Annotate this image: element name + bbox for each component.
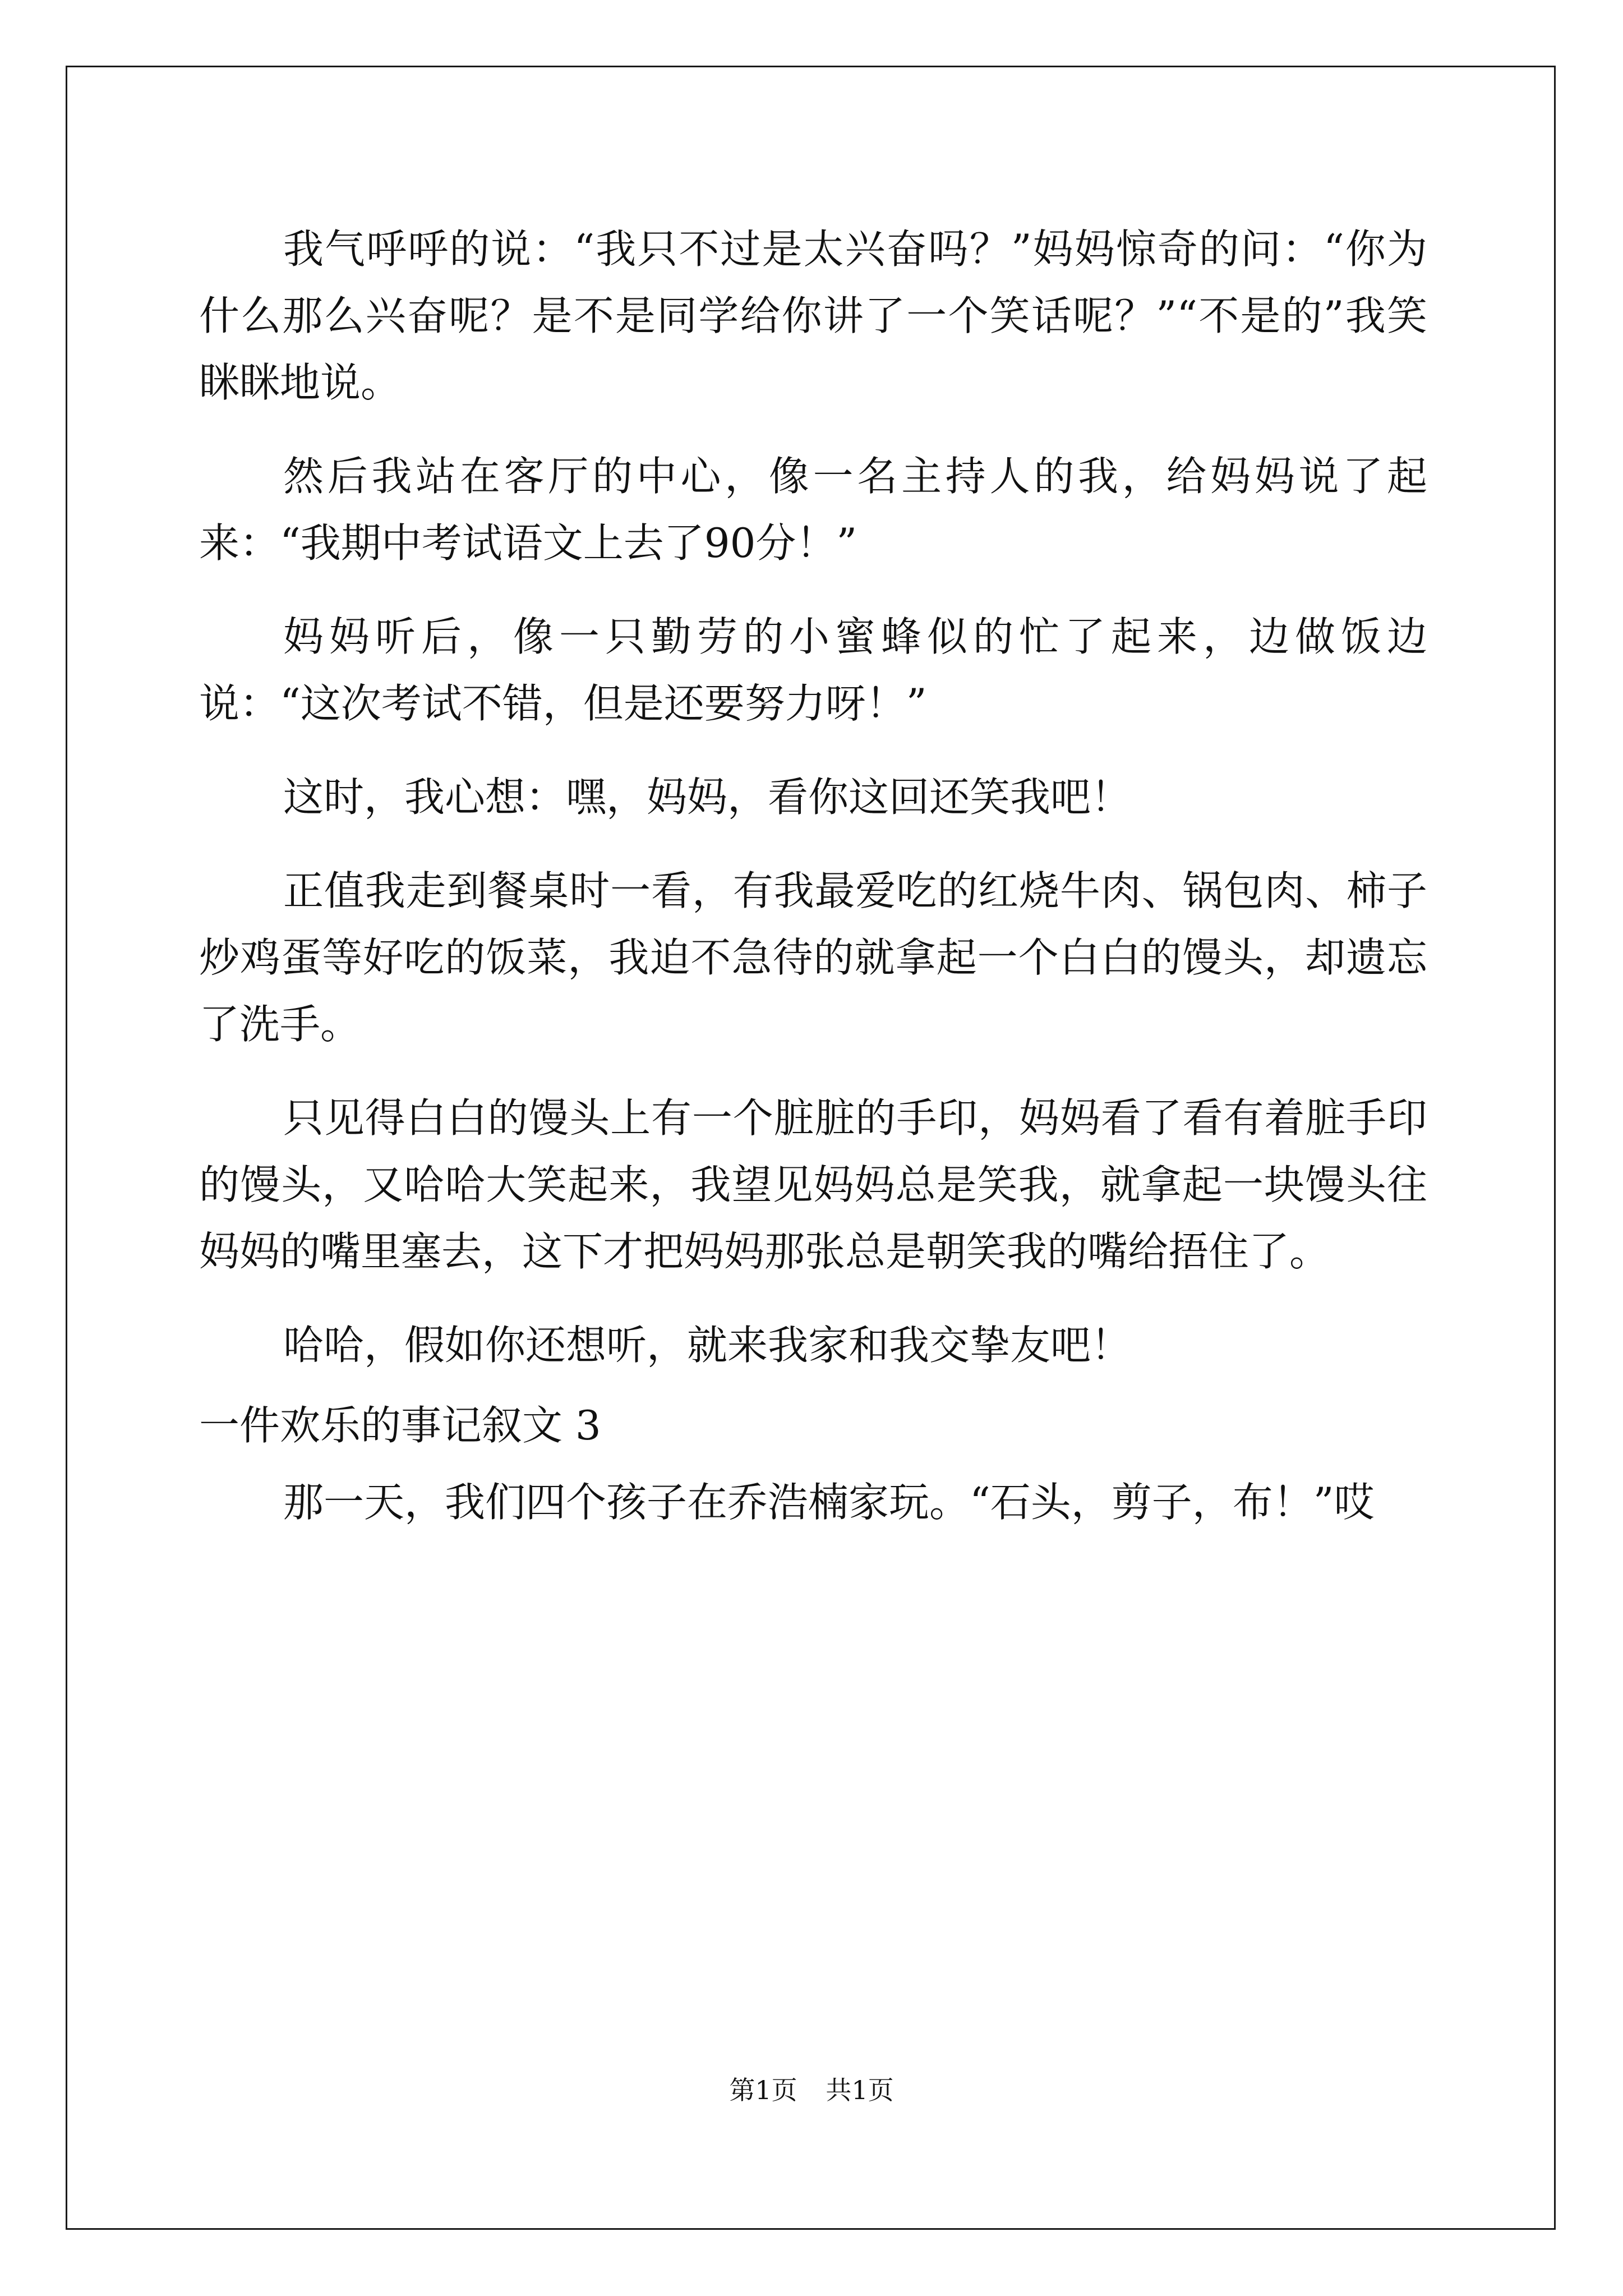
paragraph-4: 这时，我心想：嘿，妈妈，看你这回还笑我吧！ bbox=[283, 774, 1132, 821]
paragraph-5: 正值我走到餐桌时一看，有我最爱吃的红烧牛肉、锅包肉、柿子炒鸡蛋等好吃的饭菜，我迫不急待的就拿起一个白白的馒头，却遗忘了洗手。 bbox=[199, 867, 1427, 1048]
page-footer bbox=[0, 2070, 1623, 2107]
page-total: 共1页 bbox=[826, 2075, 894, 2105]
section-heading: 一件欢乐的事记叙文 3 bbox=[199, 1402, 601, 1449]
paragraph-7: 哈哈，假如你还想听，就来我家和我交挚友吧！ bbox=[283, 1322, 1132, 1369]
page-number: 第1页 bbox=[729, 2075, 797, 2105]
paragraph-1: 我气呼呼的说：“我只不过是太兴奋吗？”妈妈惊奇的问：“你为什么那么兴奋呢？是不是同学给你讲了一个笑话呢？”“不是的”我笑眯眯地说。 bbox=[199, 226, 1427, 406]
document-body bbox=[199, 216, 1427, 1563]
paragraph-2: 然后我站在客厅的中心，像一名主持人的我，给妈妈说了起来：“我期中考试语文上去了90分！” bbox=[199, 453, 1427, 567]
paragraph-6: 只见得白白的馒头上有一个脏脏的手印，妈妈看了看有着脏手印的馒头，又哈哈大笑起来，我望见妈妈总是笑我，就拿起一块馒头往妈妈的嘴里塞去，这下才把妈妈那张总是朝笑我的嘴给捂住了。 bbox=[199, 1094, 1427, 1275]
paragraph-8: 那一天，我们四个孩子在乔浩楠家玩。“石头，剪子，布！”哎 bbox=[283, 1479, 1375, 1526]
paragraph-3: 妈妈听后，像一只勤劳的小蜜蜂似的忙了起来，边做饭边说：“这次考试不错，但是还要努力呀！” bbox=[199, 613, 1427, 727]
